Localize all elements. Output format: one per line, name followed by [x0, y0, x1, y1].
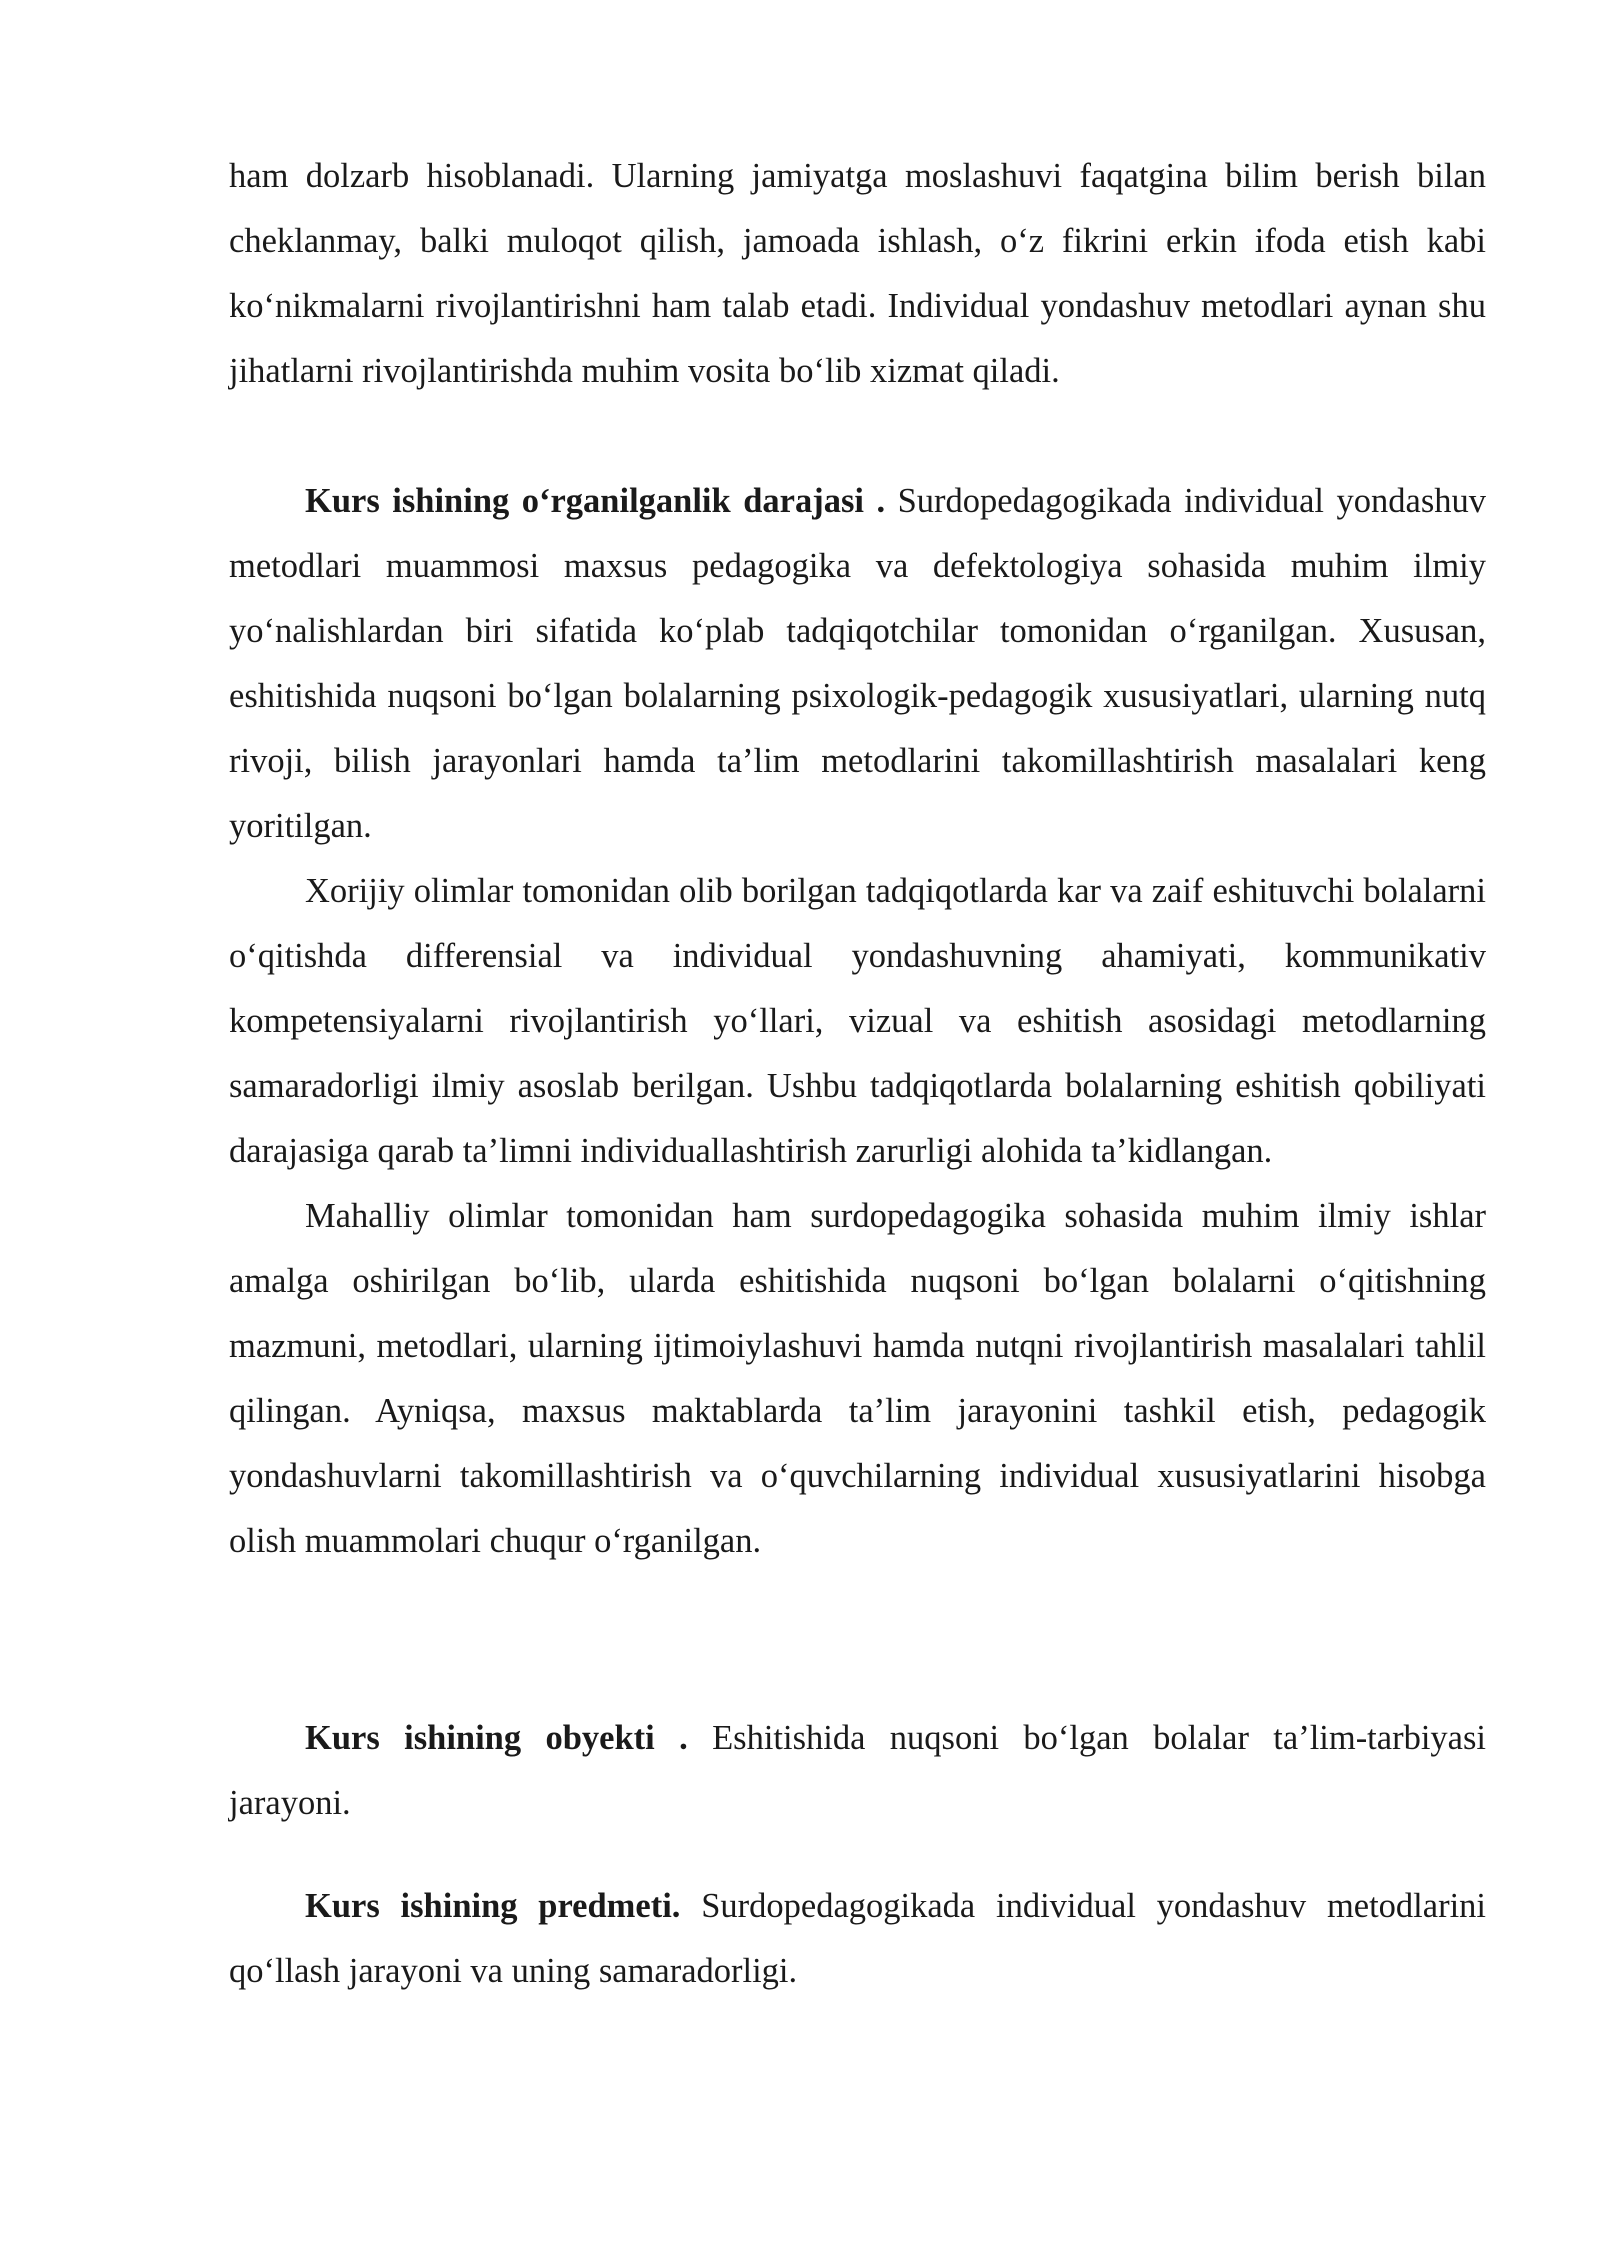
foreign-research-paragraph: Xorijiy olimlar tomonidan olib borilgan tadqiqotlarda kar va zaif eshituvchi bolalarni o‘qitishda differensial va individual yondashuvning ahamiyati, kommunikativ kompetensiyalarni rivojlantirish yo‘llari, vizual va eshitish asosidagi metodlarning samaradorligi ilmiy asoslab berilgan. Ushbu tadqiqotlarda bolalarning eshitish qobiliyati darajasiga qarab ta’limni individuallashtirish zarurligi alohida ta’kidlangan. — [229, 872, 1486, 1170]
subject-text: Surdopedagogikada individual yondashuv metodlarini qo‘llash jarayoni va uning samaradorligi. — [229, 1887, 1486, 1990]
object-text: Eshitishida nuqsoni bo‘lgan bolalar ta’lim-tarbiyasi jarayoni. — [229, 1719, 1486, 1822]
document-page — [229, 144, 1486, 2004]
object-heading: Kurs ishining obyekti . — [305, 1719, 688, 1757]
study-level-heading: Kurs ishining o‘rganilganlik darajasi . — [305, 482, 886, 520]
study-level-paragraph — [229, 469, 1486, 859]
subject-heading: Kurs ishining predmeti. — [305, 1887, 681, 1925]
intro-paragraph: ham dolzarb hisoblanadi. Ularning jamiyatga moslashuvi faqatgina bilim berish bilan cheklanmay, balki muloqot qilish, jamoada ishlash, o‘z fikrini erkin ifoda etish kabi ko‘nikmalarni rivojlantirishni ham talab etadi. Individual yondashuv metodlari aynan shu jihatlarni rivojlantirishda muhim vosita bo‘lib xizmat qiladi. — [229, 157, 1486, 390]
object-paragraph — [229, 1706, 1486, 1836]
local-research-paragraph: Mahalliy olimlar tomonidan ham surdopedagogika sohasida muhim ilmiy ishlar amalga oshirilgan bo‘lib, ularda eshitishida nuqsoni bo‘lgan bolalarni o‘qitishning mazmuni, metodlari, ularning ijtimoiylashuvi hamda nutqni rivojlantirish masalalari tahlil qilingan. Ayniqsa, maxsus maktablarda ta’lim jarayonini tashkil etish, pedagogik yondashuvlarni takomillashtirish va o‘quvchilarning individual xususiyatlarini hisobga olish muammolari chuqur o‘rganilgan. — [229, 1197, 1486, 1560]
subject-paragraph — [229, 1874, 1486, 2004]
study-level-text: Surdopedagogikada individual yondashuv metodlari muammosi maxsus pedagogika va defektologiya sohasida muhim ilmiy yo‘nalishlardan biri sifatida ko‘plab tadqiqotchilar tomonidan o‘rganilgan. Xususan, eshitishida nuqsoni bo‘lgan bolalarning psixologik-pedagogik xususiyatlari, ularning nutq rivoji, bilish jarayonlari hamda ta’lim metodlarini takomillashtirish masalalari keng yoritilgan. — [229, 482, 1486, 845]
